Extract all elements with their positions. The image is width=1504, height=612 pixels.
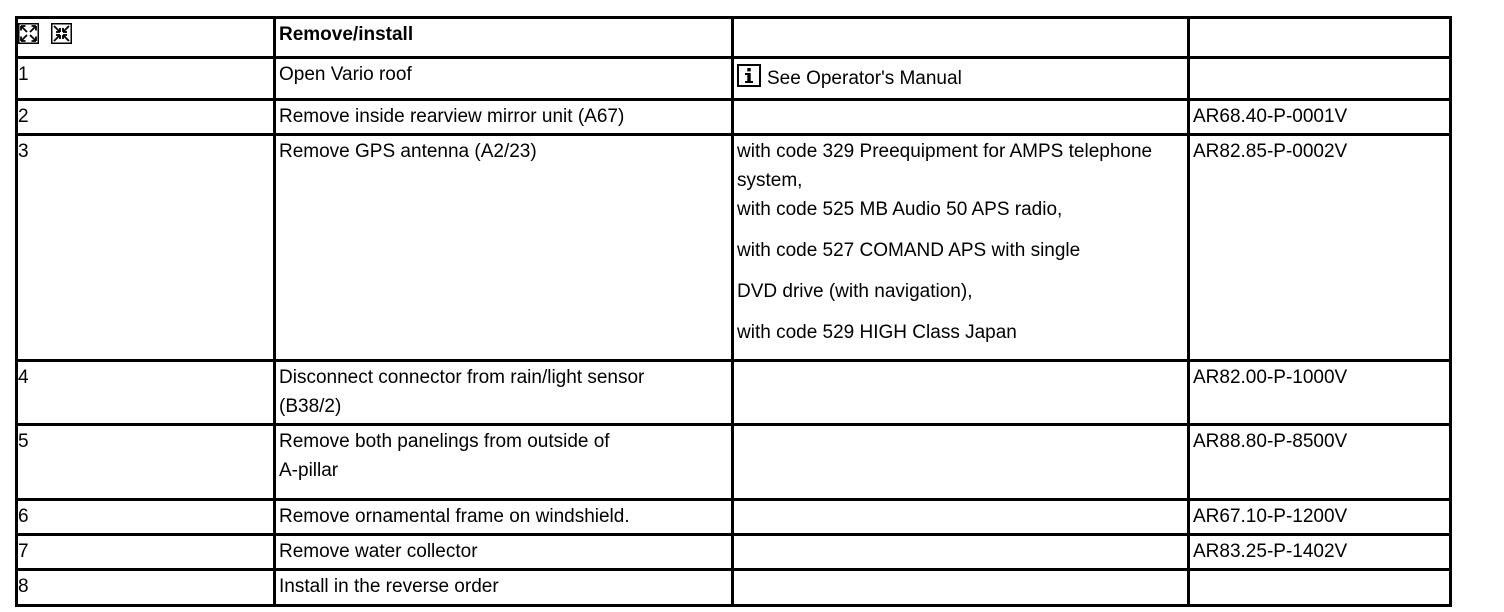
info-icon bbox=[737, 64, 761, 96]
step-number: 7 bbox=[17, 535, 275, 570]
step-number: 6 bbox=[17, 500, 275, 535]
step-note bbox=[733, 361, 1189, 425]
condition-line: with code 527 COMAND APS with single bbox=[737, 240, 1081, 261]
table-row bbox=[17, 425, 1451, 500]
step-note bbox=[733, 535, 1189, 570]
step-reference-link[interactable]: AR68.40-P-0001V bbox=[1189, 100, 1451, 135]
table-row bbox=[17, 135, 1451, 361]
step-number: 4 bbox=[17, 361, 275, 425]
condition-line: with code 529 HIGH Class Japan bbox=[737, 322, 1017, 343]
table-row bbox=[17, 361, 1451, 425]
step-action bbox=[275, 425, 733, 500]
table-row bbox=[17, 58, 1451, 100]
condition-line: with code 329 Preequipment for AMPS telephone system, bbox=[737, 141, 1153, 191]
step-number: 3 bbox=[17, 135, 275, 361]
note-text: See Operator's Manual bbox=[767, 68, 962, 89]
procedure-table bbox=[15, 16, 1452, 607]
collapse-all-icon[interactable] bbox=[51, 23, 72, 44]
step-action: Install in the reverse order bbox=[275, 570, 733, 606]
header-icons-cell bbox=[17, 18, 275, 58]
step-number: 5 bbox=[17, 425, 275, 500]
step-reference-link[interactable]: AR67.10-P-1200V bbox=[1189, 500, 1451, 535]
step-action: Remove water collector bbox=[275, 535, 733, 570]
table-header-row bbox=[17, 18, 1451, 58]
step-reference-link[interactable]: AR82.85-P-0002V bbox=[1189, 135, 1451, 361]
expand-all-icon[interactable] bbox=[18, 23, 39, 44]
header-empty-cell bbox=[1189, 18, 1451, 58]
step-number: 8 bbox=[17, 570, 275, 606]
header-title-cell bbox=[275, 18, 733, 58]
step-note bbox=[733, 425, 1189, 500]
header-empty-cell bbox=[733, 18, 1189, 58]
step-action bbox=[275, 361, 733, 425]
step-reference-link[interactable]: AR82.00-P-1000V bbox=[1189, 361, 1451, 425]
table-row bbox=[17, 535, 1451, 570]
step-reference-link[interactable]: AR88.80-P-8500V bbox=[1189, 425, 1451, 500]
step-note bbox=[733, 100, 1189, 135]
step-conditions bbox=[733, 135, 1189, 361]
step-reference bbox=[1189, 570, 1451, 606]
condition-line: DVD drive (with navigation), bbox=[737, 281, 973, 302]
step-number: 2 bbox=[17, 100, 275, 135]
table-row bbox=[17, 500, 1451, 535]
step-note bbox=[733, 58, 1189, 100]
step-action: Remove inside rearview mirror unit (A67) bbox=[275, 100, 733, 135]
step-reference bbox=[1189, 58, 1451, 100]
section-title: Remove/install bbox=[279, 24, 414, 45]
action-line: A-pillar bbox=[279, 460, 339, 481]
step-number: 1 bbox=[17, 58, 275, 100]
step-action: Remove GPS antenna (A2/23) bbox=[275, 135, 733, 361]
step-action: Remove ornamental frame on windshield. bbox=[275, 500, 733, 535]
table-row bbox=[17, 570, 1451, 606]
action-line: (B38/2) bbox=[279, 396, 342, 417]
step-note bbox=[733, 500, 1189, 535]
action-line: Disconnect connector from rain/light sensor bbox=[279, 367, 645, 388]
step-action: Open Vario roof bbox=[275, 58, 733, 100]
action-line: Remove both panelings from outside of bbox=[279, 431, 610, 452]
table-row bbox=[17, 100, 1451, 135]
step-reference-link[interactable]: AR83.25-P-1402V bbox=[1189, 535, 1451, 570]
step-note bbox=[733, 570, 1189, 606]
condition-line: with code 525 MB Audio 50 APS radio, bbox=[737, 199, 1063, 220]
